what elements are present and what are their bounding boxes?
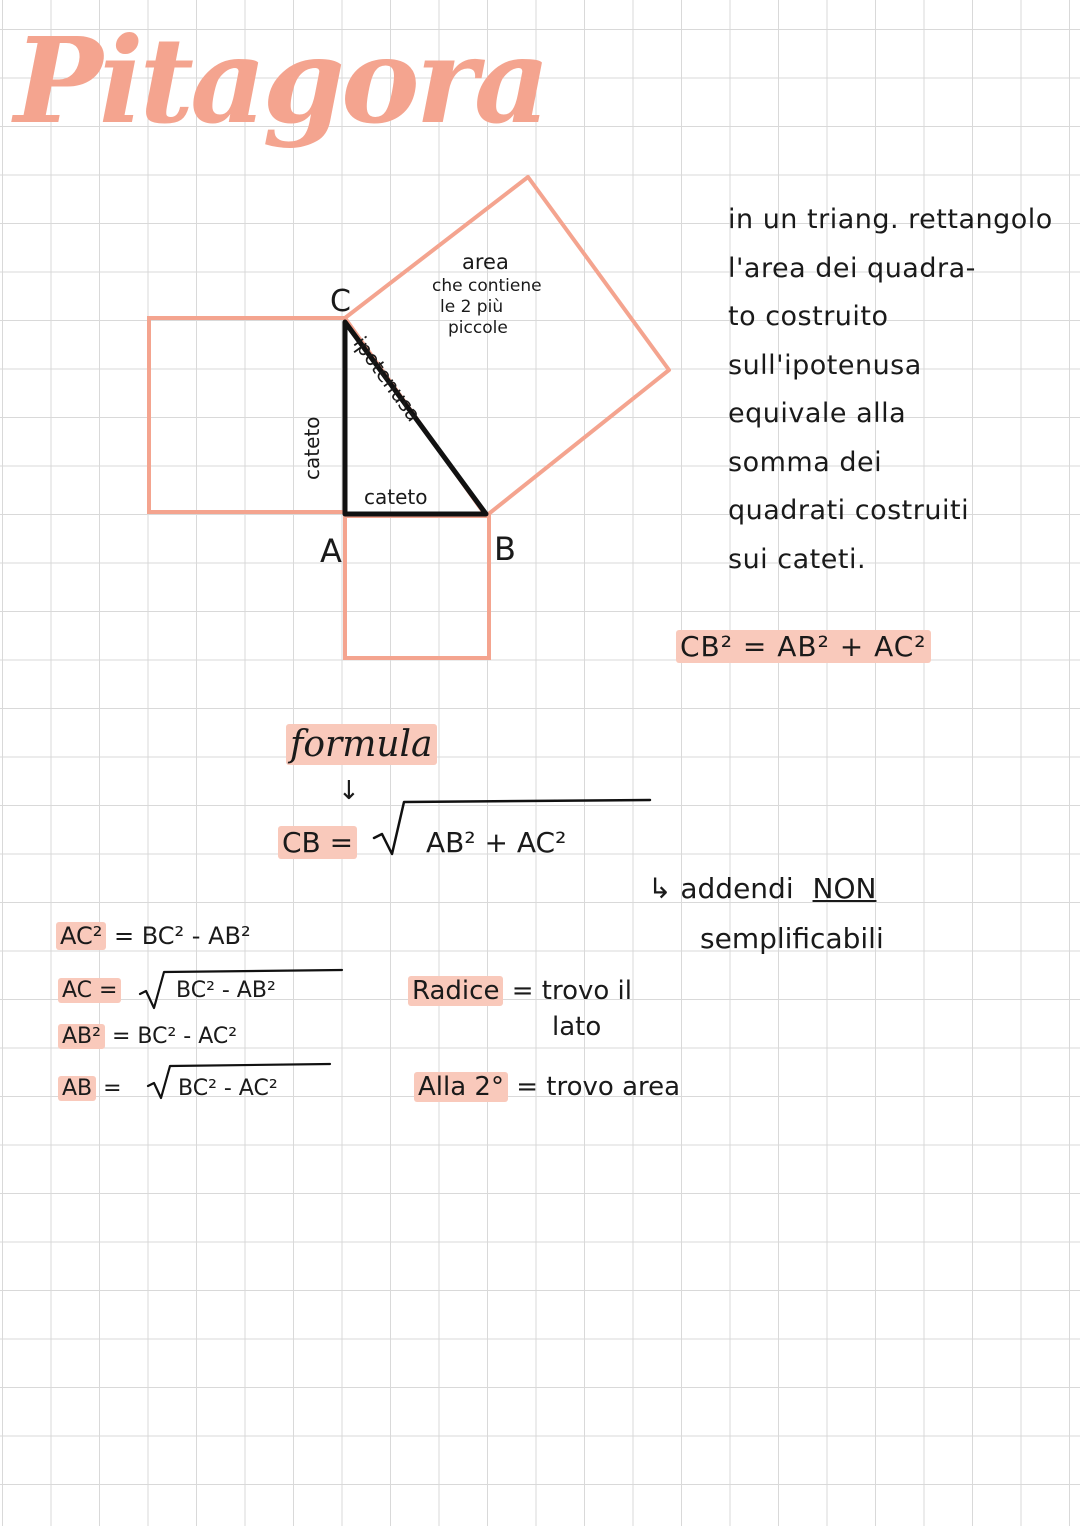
- alla2-text: = trovo area: [516, 1072, 681, 1102]
- ac-formula-lhs: AC =: [58, 978, 121, 1003]
- radice-note: [408, 976, 632, 1006]
- vertex-a-label: A: [320, 532, 342, 570]
- formula-label: [286, 724, 437, 765]
- alla2-note: [414, 1072, 680, 1102]
- ac-squared-rhs: = BC² - AB²: [114, 922, 251, 950]
- formula-lhs: [278, 826, 357, 859]
- formula-radicand: AB² + AC²: [426, 826, 567, 859]
- addendi-note-line2: semplificabili: [700, 922, 884, 955]
- ac-squared-formula: [56, 922, 251, 950]
- ab-formula-lhs: AB: [58, 1076, 96, 1101]
- vertex-c-label: C: [330, 284, 351, 319]
- cateto-horizontal-label: cateto: [364, 485, 428, 509]
- page-title: Pitagora: [14, 11, 547, 150]
- ab-squared-rhs: = BC² - AC²: [111, 1024, 238, 1049]
- ac-squared-lhs: AC²: [56, 922, 106, 950]
- definition-line: l'area dei quadra-: [728, 252, 976, 284]
- formula-label-text: formula: [286, 724, 437, 765]
- addendi-note-line1: [648, 872, 876, 905]
- ac-formula: [58, 978, 121, 1003]
- ab-formula: [58, 1076, 122, 1101]
- vertical-cateto-square: [149, 318, 345, 512]
- formula-lhs-text: CB =: [278, 826, 357, 859]
- definition-line: equivale alla: [728, 398, 907, 429]
- definition-line: to costruito: [728, 301, 889, 332]
- hook-arrow-icon: ↳: [648, 872, 672, 905]
- radice-text: = trovo il: [511, 976, 632, 1006]
- area-note-line: area: [462, 250, 509, 274]
- ipotenusa-label: ipotenusa: [348, 332, 426, 426]
- definition-line: quadrati costruiti: [728, 495, 970, 526]
- hypotenuse-square: [345, 177, 669, 516]
- area-note-line: piccole: [448, 318, 508, 338]
- addendi-emph: NON: [812, 872, 877, 905]
- ac-radicand: BC² - AB²: [176, 978, 276, 1003]
- ab-squared-lhs: AB²: [58, 1024, 105, 1049]
- vertex-b-label: B: [494, 530, 516, 568]
- main-equation: [676, 630, 931, 663]
- ab-formula-eq: =: [103, 1076, 122, 1101]
- definition-line: somma dei: [728, 446, 883, 478]
- definition-line: sull'ipotenusa: [728, 349, 922, 381]
- cateto-vertical-label: cateto: [300, 416, 324, 480]
- ab-radicand: BC² - AC²: [178, 1076, 278, 1101]
- area-note-line: che contiene: [432, 276, 542, 296]
- definition-line: in un triang. rettangolo: [728, 204, 1053, 235]
- alla2-label: Alla 2°: [414, 1072, 508, 1102]
- definition-line: sui cateti.: [728, 543, 867, 575]
- area-note-line: le 2 più: [440, 297, 504, 317]
- definition-text: [728, 196, 1078, 584]
- radice-label: Radice: [408, 976, 503, 1006]
- addendi-prefix: addendi: [680, 872, 794, 905]
- main-equation-text: CB² = AB² + AC²: [676, 630, 931, 663]
- down-arrow-icon: ↓: [338, 776, 360, 806]
- radice-note-line2: lato: [552, 1012, 602, 1042]
- ab-squared-formula: [58, 1024, 237, 1049]
- horizontal-cateto-square: [345, 516, 489, 658]
